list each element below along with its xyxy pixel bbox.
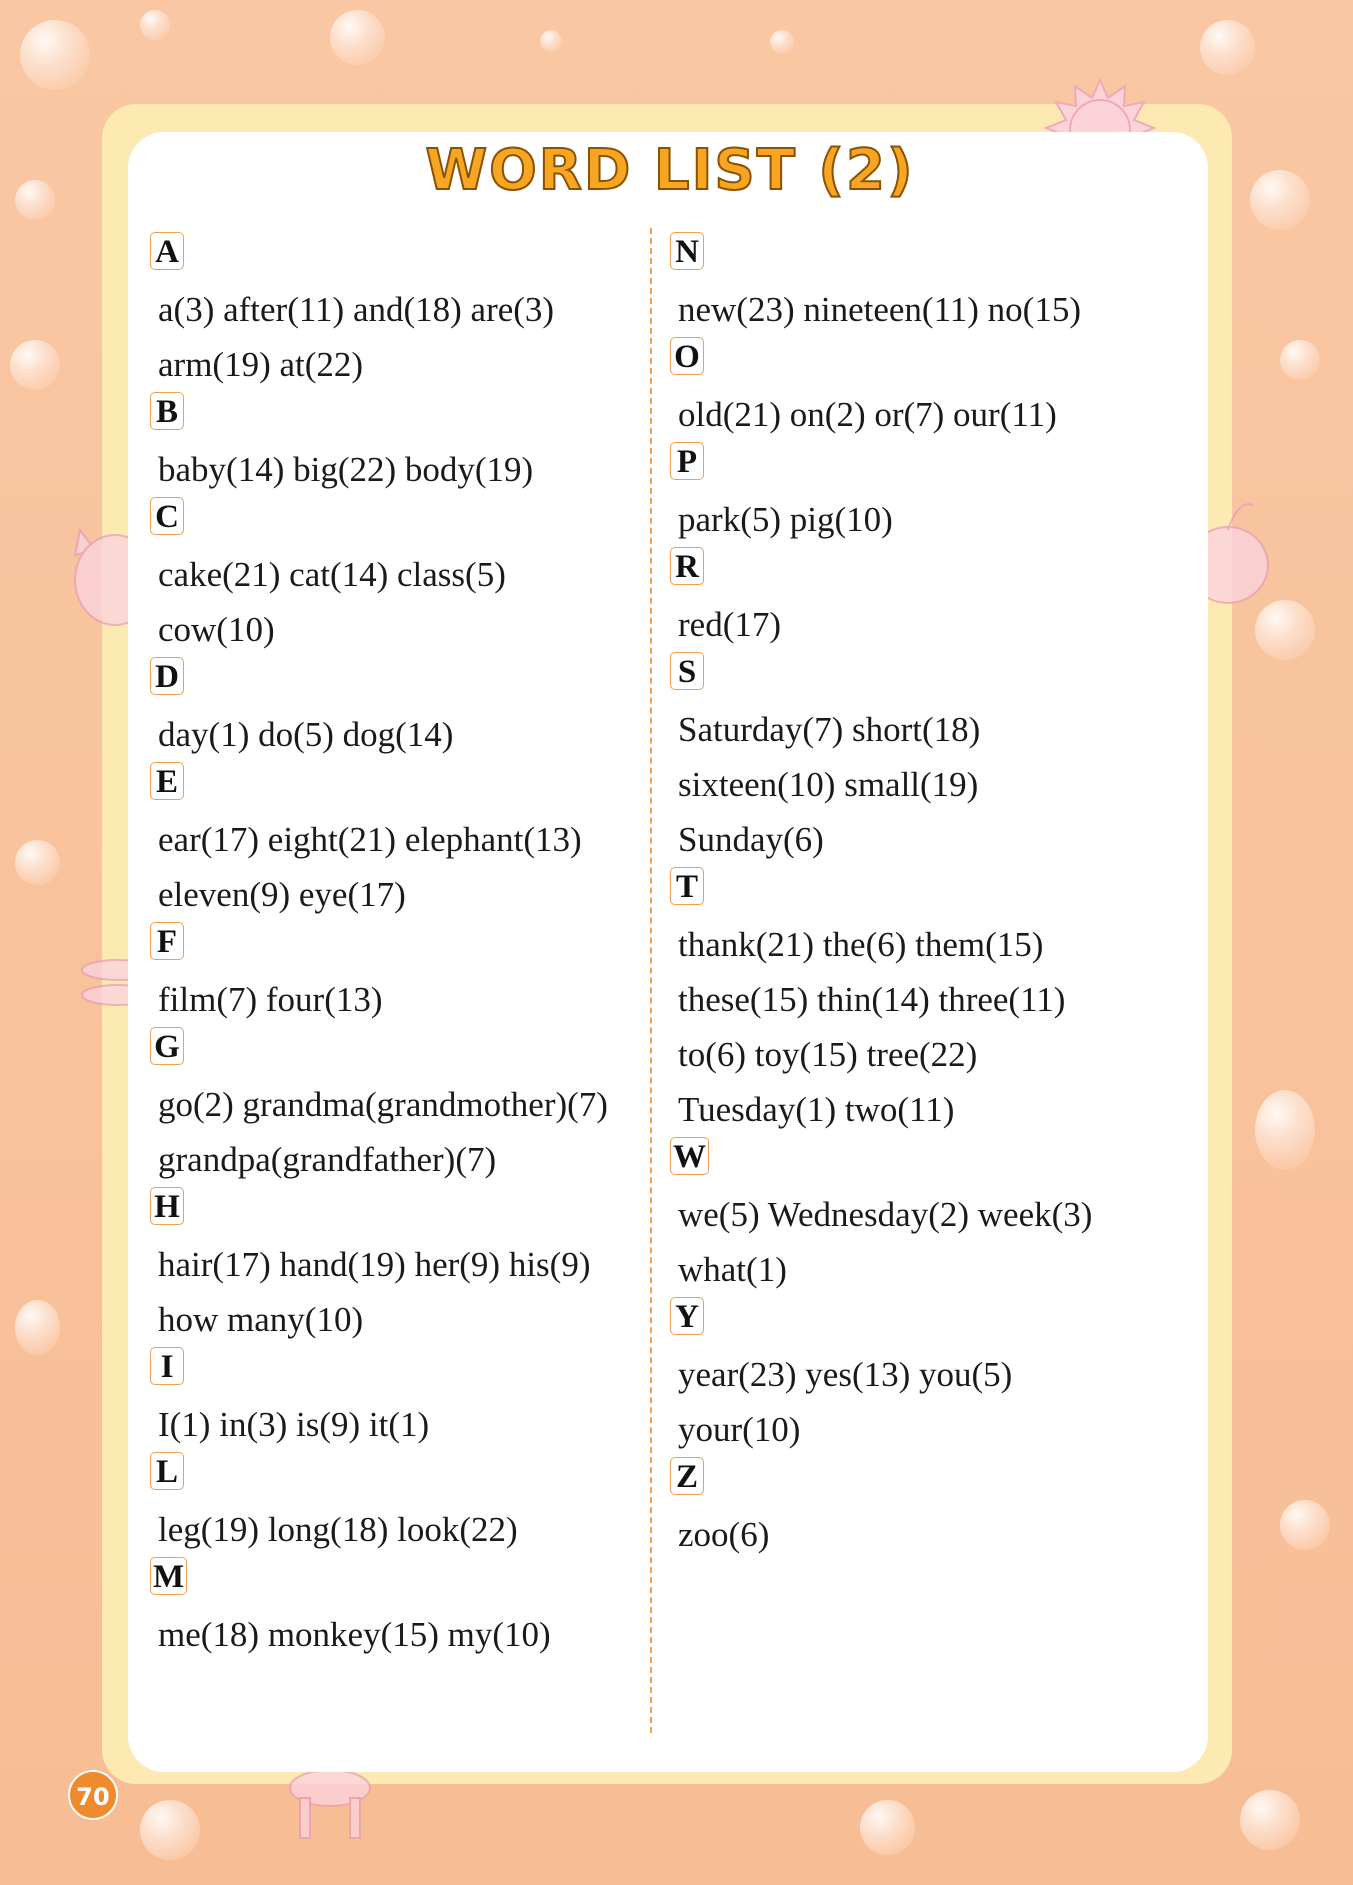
bubble-decoration xyxy=(1255,1090,1315,1170)
zebra-illustration-icon xyxy=(270,1768,390,1848)
letter-group-c xyxy=(148,497,648,657)
letter-group-a xyxy=(148,232,648,392)
word-line: how many(10) xyxy=(158,1300,364,1339)
word-line: we(5) Wednesday(2) week(3) xyxy=(678,1195,1093,1234)
word-line: ear(17) eight(21) elephant(13) xyxy=(158,820,582,859)
letter-group-b xyxy=(148,392,648,497)
letter-heading: O xyxy=(670,337,704,375)
bubble-decoration xyxy=(140,10,170,40)
bubble-decoration xyxy=(330,10,385,65)
letter-group-e xyxy=(148,762,648,922)
letter-heading: Y xyxy=(670,1297,704,1335)
bubble-decoration xyxy=(540,30,562,52)
column-divider xyxy=(650,228,652,1733)
letter-heading: P xyxy=(670,442,704,480)
letter-heading: B xyxy=(150,392,184,430)
letter-heading: E xyxy=(150,762,184,800)
letter-group-i xyxy=(148,1347,648,1452)
word-line: cake(21) cat(14) class(5) xyxy=(158,555,506,594)
bubble-decoration xyxy=(1280,1500,1330,1550)
bubble-decoration xyxy=(15,1300,60,1355)
bubble-decoration xyxy=(1250,170,1310,230)
word-line: me(18) monkey(15) my(10) xyxy=(158,1615,551,1654)
word-line: baby(14) big(22) body(19) xyxy=(158,450,534,489)
word-line: sixteen(10) small(19) xyxy=(678,765,979,804)
bubble-decoration xyxy=(10,340,60,390)
letter-group-d xyxy=(148,657,648,762)
word-line: Tuesday(1) two(11) xyxy=(678,1090,955,1129)
letter-group-g xyxy=(148,1027,648,1187)
word-line: arm(19) at(22) xyxy=(158,345,364,384)
letter-heading: Z xyxy=(670,1457,704,1495)
word-line: a(3) after(11) and(18) are(3) xyxy=(158,290,555,329)
apple-illustration-icon xyxy=(1208,490,1278,610)
word-line: thank(21) the(6) them(15) xyxy=(678,925,1044,964)
letter-heading: M xyxy=(150,1557,187,1595)
word-line: leg(19) long(18) look(22) xyxy=(158,1510,518,1549)
word-line: red(17) xyxy=(678,605,782,644)
word-line: cow(10) xyxy=(158,610,275,649)
word-line: I(1) in(3) is(9) it(1) xyxy=(158,1405,430,1444)
word-line: grandpa(grandfather)(7) xyxy=(158,1140,497,1179)
letter-group-m xyxy=(148,1557,648,1662)
word-line: old(21) on(2) or(7) our(11) xyxy=(678,395,1057,434)
left-word-column xyxy=(148,232,648,1662)
letter-group-p xyxy=(668,442,1168,547)
letter-group-h xyxy=(148,1187,648,1347)
letter-heading: T xyxy=(670,867,704,905)
word-line: new(23) nineteen(11) no(15) xyxy=(678,290,1081,329)
word-line: eleven(9) eye(17) xyxy=(158,875,406,914)
word-line: film(7) four(13) xyxy=(158,980,383,1019)
bubble-decoration xyxy=(1200,20,1255,75)
word-line: your(10) xyxy=(678,1410,801,1449)
letter-group-s xyxy=(668,652,1168,867)
bubble-decoration xyxy=(20,20,90,90)
letter-heading: F xyxy=(150,922,184,960)
word-line: hair(17) hand(19) her(9) his(9) xyxy=(158,1245,591,1284)
bubble-decoration xyxy=(15,180,55,220)
page-title: WORD LIST (2) xyxy=(425,138,915,203)
word-line: to(6) toy(15) tree(22) xyxy=(678,1035,978,1074)
word-line: what(1) xyxy=(678,1250,787,1289)
letter-group-r xyxy=(668,547,1168,652)
letter-group-t xyxy=(668,867,1168,1137)
letter-heading: H xyxy=(150,1187,184,1225)
page-number: 70 xyxy=(68,1770,118,1820)
letter-heading: A xyxy=(150,232,184,270)
letter-heading: G xyxy=(150,1027,184,1065)
bubble-decoration xyxy=(1280,340,1320,380)
bubble-decoration xyxy=(15,840,60,885)
bubble-decoration xyxy=(770,30,794,54)
letter-group-l xyxy=(148,1452,648,1557)
letter-heading: L xyxy=(150,1452,184,1490)
letter-group-o xyxy=(668,337,1168,442)
letter-group-f xyxy=(148,922,648,1027)
letter-heading: D xyxy=(150,657,184,695)
bubble-decoration xyxy=(860,1800,915,1855)
letter-heading: N xyxy=(670,232,704,270)
word-line: zoo(6) xyxy=(678,1515,770,1554)
letter-heading: S xyxy=(670,652,704,690)
letter-heading: C xyxy=(150,497,184,535)
word-line: year(23) yes(13) you(5) xyxy=(678,1355,1013,1394)
bubble-decoration xyxy=(140,1800,200,1860)
word-line: Sunday(6) xyxy=(678,820,824,859)
bubble-decoration xyxy=(1240,1790,1300,1850)
letter-heading: W xyxy=(670,1137,709,1175)
letter-group-z xyxy=(668,1457,1168,1562)
letter-heading: I xyxy=(150,1347,184,1385)
letter-heading: R xyxy=(670,547,704,585)
word-line: Saturday(7) short(18) xyxy=(678,710,981,749)
word-line: day(1) do(5) dog(14) xyxy=(158,715,454,754)
word-line: park(5) pig(10) xyxy=(678,500,893,539)
word-line: these(15) thin(14) three(11) xyxy=(678,980,1066,1019)
letter-group-w xyxy=(668,1137,1168,1297)
letter-group-n xyxy=(668,232,1168,337)
letter-group-y xyxy=(668,1297,1168,1457)
right-word-column xyxy=(668,232,1168,1562)
word-line: go(2) grandma(grandmother)(7) xyxy=(158,1085,608,1124)
